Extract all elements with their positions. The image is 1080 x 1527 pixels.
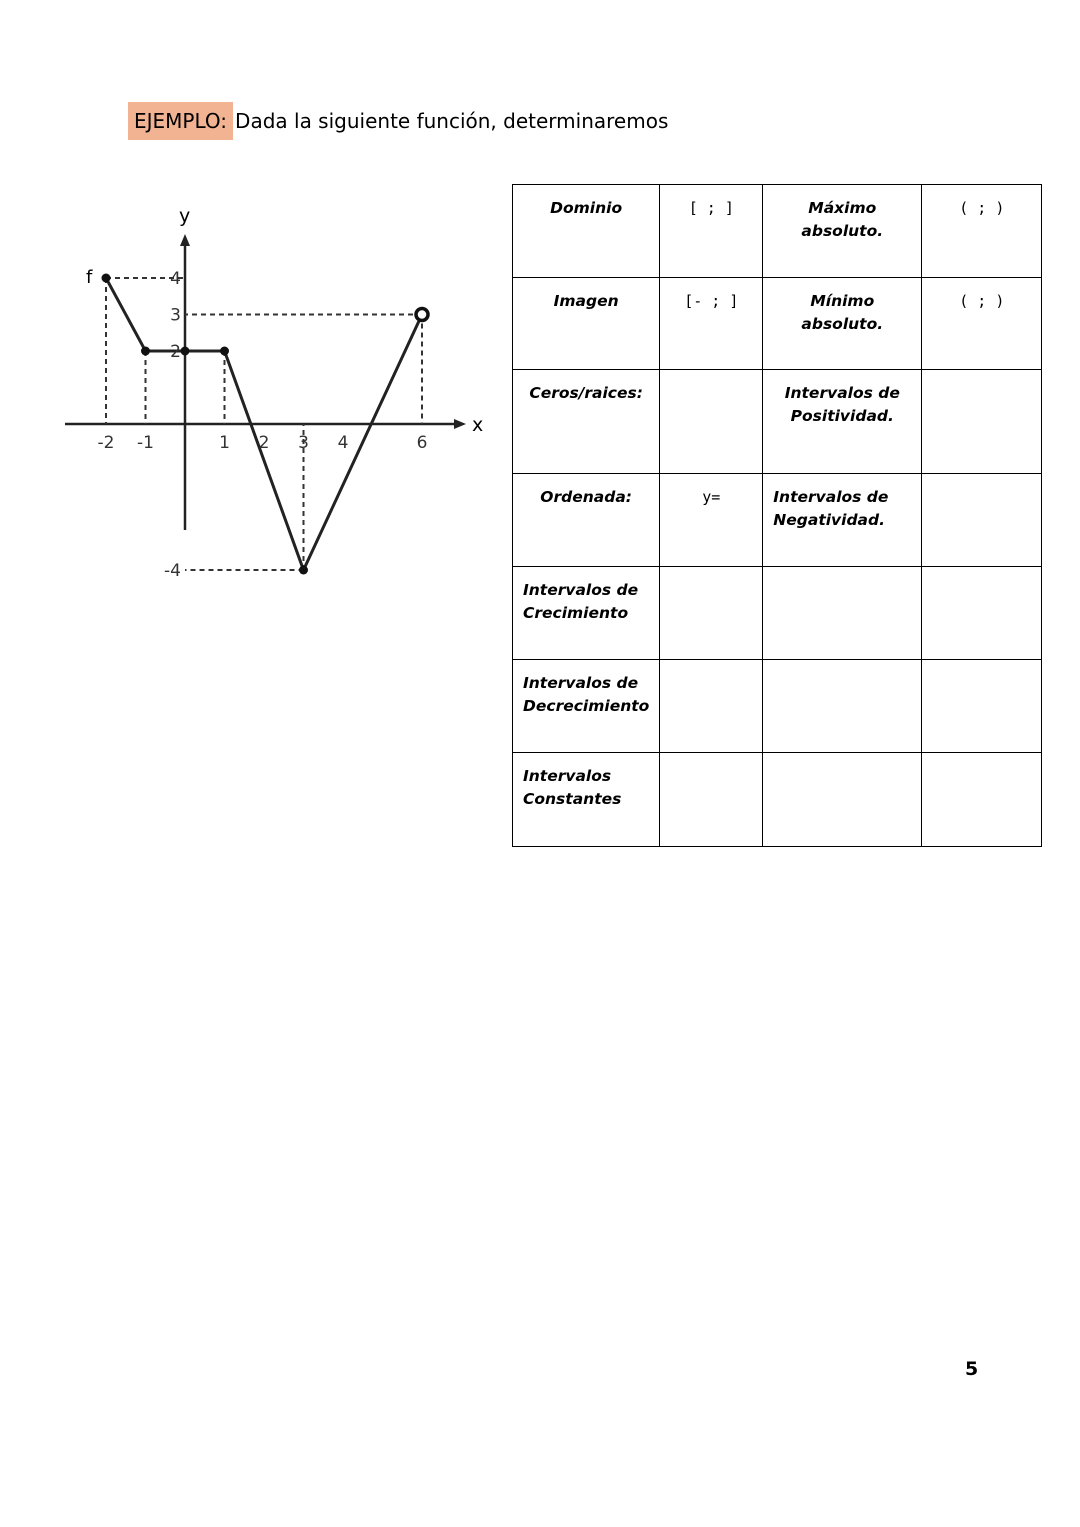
closed-point: [299, 566, 308, 575]
x-tick-label: -2: [97, 433, 115, 453]
open-point: [416, 309, 428, 321]
table-cell-col1: Ceros/raices:: [513, 370, 660, 474]
table-cell-col1: Dominio: [513, 185, 660, 278]
table-cell-col4: ( ; ): [922, 185, 1042, 278]
x-tick-label: 2: [258, 433, 270, 453]
table-cell-col3: Mínimo absoluto.: [763, 278, 922, 370]
closed-point: [220, 347, 229, 356]
table-cell-col3: Intervalos de Positividad.: [763, 370, 922, 474]
y-tick-label: 3: [170, 305, 181, 326]
table-cell-col3: Máximo absoluto.: [763, 185, 922, 278]
table-cell-col4: ( ; ): [922, 278, 1042, 370]
function-graph: [60, 195, 490, 581]
table-row: [513, 660, 1042, 753]
x-tick-label: 3: [298, 433, 309, 453]
closed-point: [141, 347, 150, 356]
table-cell-col1: Intervalos Constantes: [513, 753, 660, 847]
table-row: [513, 474, 1042, 567]
table-cell-col1: Intervalos de Decrecimiento: [513, 660, 660, 753]
table-cell-col1: Imagen: [513, 278, 660, 370]
table-cell-col4: [922, 474, 1042, 567]
page-number: 5: [965, 1358, 979, 1380]
heading-text: Dada la siguiente función, determinaremos: [235, 109, 669, 133]
closed-point: [181, 347, 190, 356]
x-tick-label: -1: [137, 433, 154, 453]
table-cell-col2: [660, 753, 763, 847]
y-axis-label: y: [179, 205, 191, 227]
table-cell-col4: [922, 567, 1042, 660]
table-cell-col4: [922, 660, 1042, 753]
table-row: [513, 278, 1042, 370]
axes: [65, 205, 483, 530]
closed-point: [102, 274, 111, 283]
x-axis-arrow: [454, 419, 466, 429]
table-row: [513, 753, 1042, 847]
table-cell-col2: y=: [660, 474, 763, 567]
table-cell-col3: [763, 567, 922, 660]
table-row: [513, 567, 1042, 660]
x-axis-label: x: [472, 414, 484, 436]
table-cell-col2: [660, 660, 763, 753]
table-cell-col1: Intervalos de Crecimiento: [513, 567, 660, 660]
analysis-table: [512, 184, 1042, 847]
table-cell-col1: Ordenada:: [513, 474, 660, 567]
table-row: [513, 185, 1042, 278]
exercise-heading: [128, 102, 668, 140]
example-label: EJEMPLO:: [128, 102, 233, 140]
table-cell-col4: [922, 370, 1042, 474]
x-tick-label: 4: [337, 433, 349, 453]
table-cell-col3: [763, 660, 922, 753]
x-tick-label: 1: [219, 433, 230, 453]
function-curve: [86, 267, 422, 570]
x-tick-label: 6: [416, 433, 428, 453]
table-cell-col4: [922, 753, 1042, 847]
table-cell-col3: Intervalos de Negatividad.: [763, 474, 922, 567]
y-tick-label: 2: [170, 342, 181, 362]
table-cell-col2: [- ; ]: [660, 278, 763, 370]
table-row: [513, 370, 1042, 474]
table-cell-col2: [660, 567, 763, 660]
y-tick-label: 4: [170, 269, 181, 289]
table-cell-col2: [ ; ]: [660, 185, 763, 278]
table-cell-col3: [763, 753, 922, 847]
function-label: f: [86, 267, 93, 288]
y-axis-arrow: [180, 234, 190, 246]
table-cell-col2: [660, 370, 763, 474]
y-tick-label: -4: [164, 561, 181, 581]
